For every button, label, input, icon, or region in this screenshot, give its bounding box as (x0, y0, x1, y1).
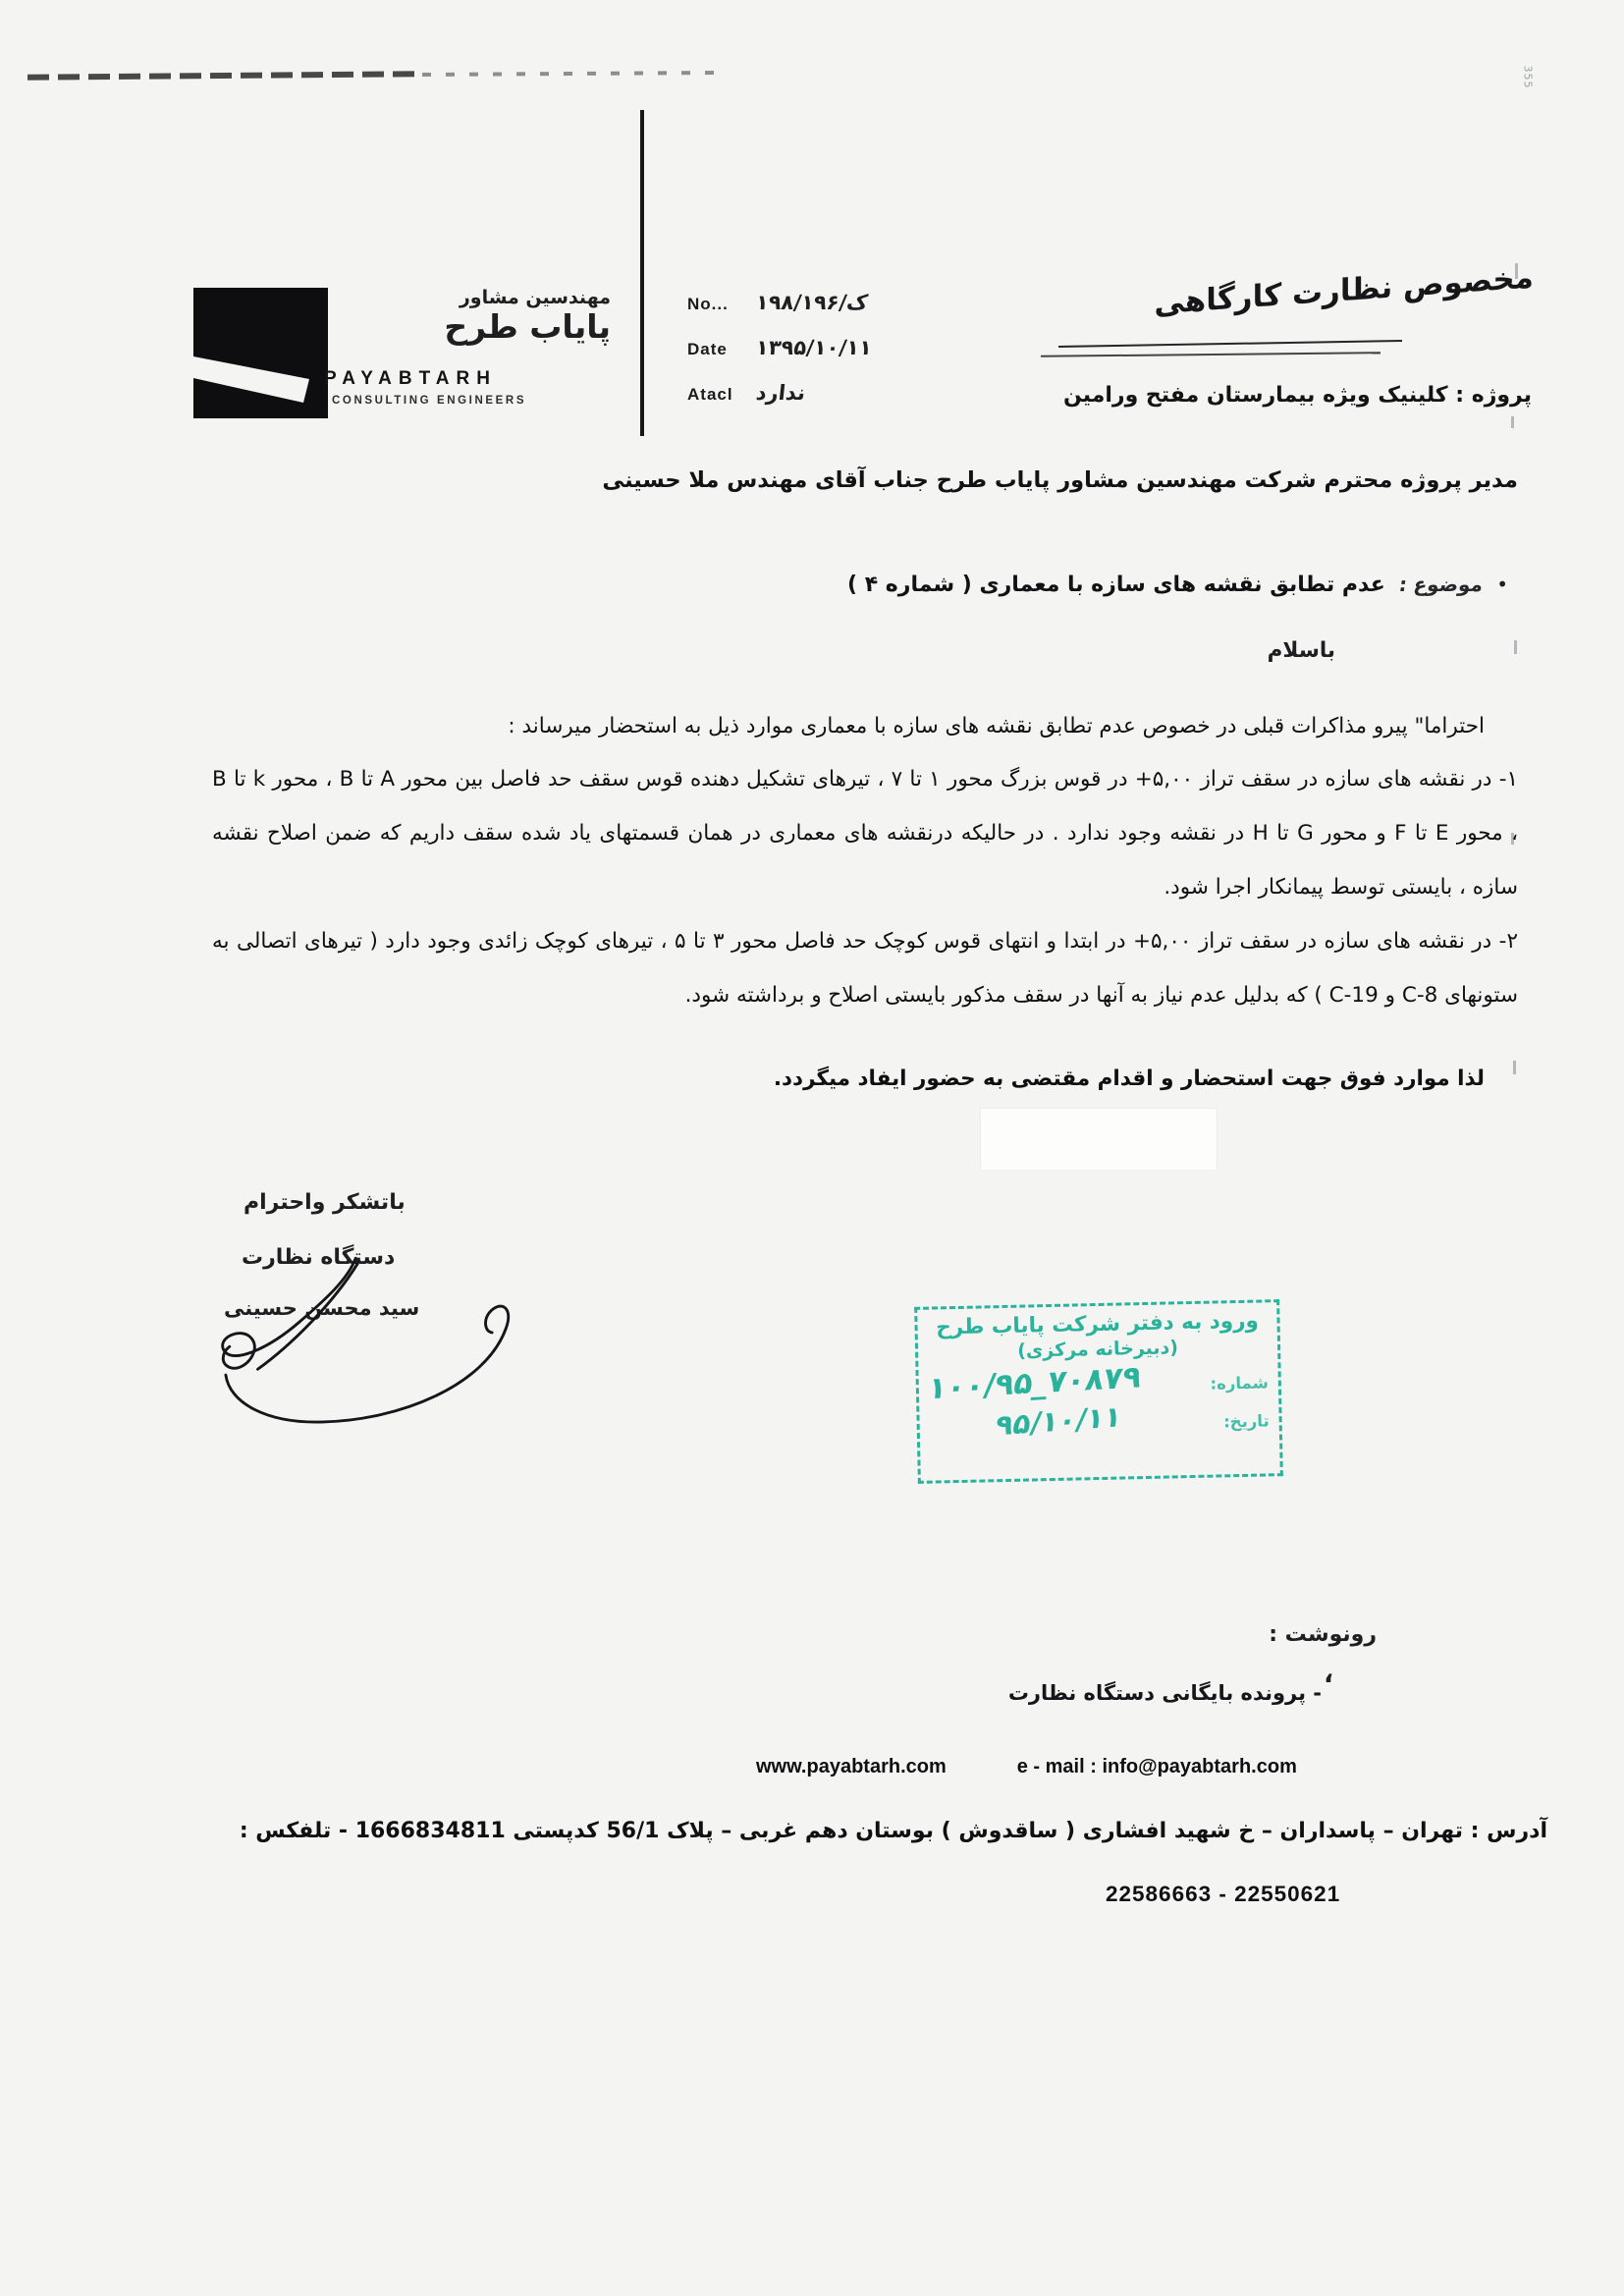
stamp-subtitle: (دبیرخانه مرکزی) (1016, 1337, 1179, 1362)
email-address: e - mail : info@payabtarh.com (1016, 1756, 1297, 1777)
scan-artifact-dots (422, 71, 717, 77)
no-value: ۱۹۸/ک/۱۹۶ (754, 291, 870, 314)
subject-line (847, 573, 1508, 597)
office-entry-stamp (914, 1299, 1283, 1484)
signature-organization: دستگاه نظارت (242, 1245, 396, 1270)
stamp-number-row (926, 1359, 1270, 1407)
item-1-paragraph: ۱- در نقشه های سازه در سقف تراز ۵,۰۰+ در قوس بزرگ محور ۱ تا ۷ ، تیرهای تشکیل دهنده قوس سقف حد فاصل بین محور A تا B ، محور k تا B ، محور E تا F و محور G تا H در نقشه وجود ندارد . در حالیکه درنقشه های معماری در همان قسمتهای یاد شده سقف داریم که ضمن اصلاح نقشه سازه ، بایستی توسط پیمانکار اجرا شود. (212, 767, 1519, 900)
field-no (687, 291, 1011, 314)
addressee-line: مدیر پروژه محترم شرکت مهندسین مشاور پایاب طرح جناب آقای مهندس ملا حسینی (602, 467, 1518, 493)
payabtarh-logo-icon (193, 288, 328, 418)
project-line: پروژه : کلینیک ویژه بیمارستان مفتح ورامین (1062, 383, 1532, 408)
cc-item: - پرونده بایگانی دستگاه نظارت (1007, 1681, 1322, 1705)
date-value: ۱۳۹۵/۱۰/۱۱ (754, 336, 874, 359)
attachment-label: Atacl (687, 385, 733, 404)
footer-weblinks (756, 1756, 1297, 1778)
scan-edge-tick (1514, 640, 1517, 654)
signature-name: سید محسن حسینی (224, 1296, 420, 1320)
attachment-value: ندارد (754, 381, 807, 405)
subject-label: موضوع : (1397, 573, 1485, 596)
brand-consulting-engineers-fa: مهندسین مشاور (459, 287, 611, 308)
no-label: No... (687, 295, 729, 313)
brand-name-fa: پایاب طرح (444, 307, 611, 346)
intro-paragraph: احتراما" پیرو مذاکرات قبلی در خصوص عدم تطابق نقشه های سازه با معماری موارد ذیل به استحضار میرساند : (508, 714, 1485, 738)
footer-phone-numbers: 22586663 - 22550621 (1106, 1882, 1341, 1906)
subject-bullet: • (1496, 573, 1508, 596)
stamp-number-label: شماره: (1210, 1373, 1270, 1394)
handwritten-note: مخصوص نظارت کارگاهی (1154, 259, 1534, 322)
handwritten-signature (201, 1239, 540, 1444)
brand-tagline-en: CONSULTING ENGINEERS (332, 395, 527, 407)
scan-edge-tick (1511, 416, 1514, 428)
stamp-date-value: ۹۵/۱۰/۱۱ (993, 1399, 1124, 1443)
closing-line: لذا موارد فوق جهت استحضار و اقدام مقتضی به حضور ایفاد میگردد. (773, 1066, 1485, 1091)
cc-label: رونوشت : (1269, 1622, 1377, 1647)
stamp-number-value: ۱۰۰/۹۵_۷۰۸۷۹ (926, 1359, 1144, 1407)
cc-mark: ، (1324, 1660, 1333, 1689)
reference-fields (687, 291, 1011, 426)
whiteout-patch (980, 1108, 1218, 1171)
handnote-underline (1058, 340, 1402, 348)
item-2-paragraph: ۲- در نقشه های سازه در سقف تراز ۵,۰۰+ در ابتدا و انتهای قوس کوچک حد فاصل محور ۳ تا ۵ ، تیرهای کوچک زائدی وجود دارد ( تیرهای اتصالی به ستونهای C-8 و C-19 ) که بدلیل عدم نیاز به آنها در سقف مذکور بایستی اصلاح و برداشته شود. (212, 929, 1518, 1008)
stamp-date-label: تاریخ: (1222, 1411, 1270, 1432)
date-label: Date (687, 340, 728, 358)
salutation: باسلام (1267, 638, 1335, 663)
subject-text: عدم تطابق نقشه های سازه با معماری ( شماره ۴ ) (846, 573, 1385, 597)
brand-name-en: PAYABTARH (324, 368, 497, 389)
field-date (687, 336, 1011, 359)
scan-artifact-line (27, 71, 420, 80)
scan-edge-tick (1513, 1061, 1516, 1074)
website-url: www.payabtarh.com (756, 1756, 947, 1777)
brand-block (324, 287, 611, 407)
stamp-date-row (929, 1399, 1270, 1443)
handnote-underline (1041, 352, 1380, 357)
footer-address: آدرس : تهران – پاسداران – خ شهید افشاری ( ساقدوش ) بوستان دهم غربی – پلاک 56/1 کدپستی 1666834811 - تلفکس : (239, 1819, 1547, 1843)
stamp-title: ورود به دفتر شرکت پایاب طرح (935, 1308, 1260, 1340)
field-attachment (687, 381, 1011, 405)
scan-corner-note: 355 (1521, 65, 1535, 89)
header-divider-line (640, 110, 644, 436)
signature-thanks: باتشکر واحترام (244, 1190, 406, 1215)
